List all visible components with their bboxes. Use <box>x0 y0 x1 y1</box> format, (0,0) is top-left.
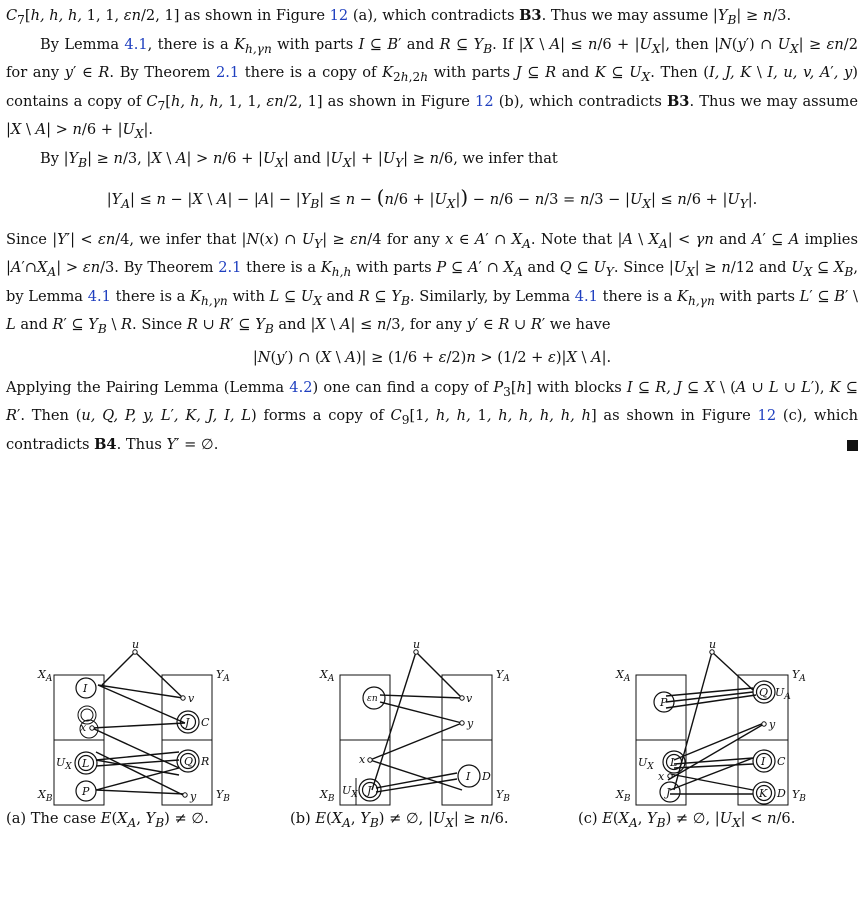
block-P-label: P <box>660 696 668 709</box>
set-XA-label: $X_A$ <box>38 668 53 684</box>
figure-c-diagram <box>608 640 818 820</box>
vertex-y-label: y <box>769 718 776 731</box>
set-UY-label: $U_A$ <box>775 686 791 702</box>
caption-c: (c) $E(X_A$, $Y_B$) ≠ ∅, $|U_X| < n/6$. <box>578 810 796 830</box>
block-D-label: D <box>482 770 491 783</box>
vertex-u-label: u <box>413 638 421 651</box>
block-en-label: εn <box>367 694 378 704</box>
figure-ref[interactable]: 12 <box>329 7 349 24</box>
theorem-ref[interactable]: 2.1 <box>218 259 242 277</box>
bottom-margin <box>0 868 864 897</box>
paragraph-4: Since |Y′| < εn/4, we infer that |N(x) ∩ $U_Y| \ge \varepsilon n/4$ for any x ∈ A′ ∩ $X_A$. Note that |A \ $X_A| < \gamma n$ and A′ ⊆ A implies $|A'\cap X_A| > \varepsilon n/3$. By Theorem 2.1 there is a $K_{h,h}$ with parts P ⊆ A′ ∩ $X_A$ and Q ⊆ $U_Y$. Since $|U_X| \ge n/12$ and $U_X$ ⊆ $X_B$, by Lemma 4.1 there is a $K_{h,\gamma n}$ with L ⊆ $U_X$ and R ⊆ $Y_B$. Similarly, by Lemma 4.1 there is a $K_{h,\gamma n}$ with parts L′ ⊆ B′ \ L and R′ ⊆ $Y_B$ \ R. Since R ∪ R′ ⊆ $Y_B$ and |X \ A| ≤ n/3, for any y′ ∈ R ∪ R′ we have <box>6 230 858 337</box>
block-K-label: K <box>759 787 768 800</box>
vertex-u-label: u <box>132 638 140 651</box>
display-equation-1: $|Y_A| \le n - |X$ \ $A| - |A| - |Y_B| \le n - (n/6 + |U_X|) - n/6 - n/3 = n/3 - |U_X| \le n/6 + |U_Y|$. <box>106 185 758 211</box>
block-Q-label: Q <box>184 755 194 768</box>
block-D-label: D <box>777 787 786 800</box>
vertex-y-label: y <box>467 717 474 730</box>
lemma-ref[interactable]: 4.1 <box>574 287 598 305</box>
paragraph-1: $C_7[h$, h, h, 1, 1, εn/2, 1] as shown in Figure 12 (a), which contradicts B3. Thus we may assume $|Y_B| \ge n/3$. <box>6 7 792 27</box>
set-UX-label: $U_X$ <box>56 756 72 772</box>
figure-ref[interactable]: 12 <box>475 92 494 110</box>
vertex-v-label: v <box>188 692 195 705</box>
block-L-label: L <box>82 757 90 770</box>
figure-a <box>34 640 234 824</box>
vertex-y-label: y <box>190 790 197 803</box>
theorem-ref[interactable]: 2.1 <box>215 64 240 81</box>
set-YA-label: $Y_A$ <box>216 668 230 684</box>
vertex-x-label: x <box>359 753 366 766</box>
block-R-label: R <box>201 755 210 768</box>
lemma-ref[interactable]: 4.2 <box>289 378 313 396</box>
block-I-label: I <box>761 755 766 768</box>
set-YA-label: $Y_A$ <box>792 668 806 684</box>
figure-a-diagram <box>34 640 234 820</box>
caption-b: (b) $E(X_A$, $Y_B$) ≠ ∅, $|U_X| \ge n/6$. <box>290 810 509 830</box>
figure-c <box>608 640 818 824</box>
block-C-label: C <box>777 755 786 768</box>
block-J-label: J <box>185 716 190 729</box>
block-J-label: J <box>666 786 671 799</box>
figure-ref[interactable]: 12 <box>757 407 777 425</box>
page-body <box>6 4 858 457</box>
block-I-label: I <box>466 770 471 783</box>
figure-b <box>312 640 512 824</box>
set-YB-label: $Y_B$ <box>496 788 510 804</box>
paragraph-2: By Lemma 4.1, there is a $K_{h,\gamma n}$ with parts I ⊆ B′ and R ⊆ $Y_B$. If |X \ $A| \le n/6 + |U_X|$, then |N(y′) ∩ $U_X| \ge \varepsilon n/2$ for any y′ ∈ R. By Theorem 2.1 there is a copy of $K_{2h,2h}$ with parts J ⊆ R and K ⊆ $U_X$. Then (I, J, K \ I, u, v, A′, y) contains a copy of $C_7[h$, h, h, 1, 1, εn/2, 1] as shown in Figure 12 (b), which contradicts B3. Thus we may assume |X \ $A| > n/6 + |U_X|$. <box>6 35 858 141</box>
set-XA-label: $X_A$ <box>616 668 631 684</box>
set-YB-label: $Y_B$ <box>792 788 806 804</box>
paragraph-5: Applying the Pairing Lemma (Lemma 4.2) one can find a copy of $P_3[h]$ with blocks I ⊆ R, J ⊆ X \ (A ∪ L ∪ L′), K ⊆ R′. Then (u, Q, P, y, L′, K, J, I, L) forms a copy of $C_9[1$, h, h, 1, h, h, h, h, h] as shown in Figure 12 (c), which contradicts B4. Thus Y′ = ∅. <box>6 378 859 453</box>
set-XB-label: $X_B$ <box>320 788 335 804</box>
block-I-label: I <box>83 682 88 695</box>
block-C-label: C <box>201 716 210 729</box>
block-P-label: P <box>82 785 90 798</box>
block-J-label: J <box>367 784 372 797</box>
paragraph-3: By $|Y_B| \ge n/3$, |X \ $A| > n/6 + |U_X|$ and $|U_X| + |U_Y| \ge n/6$, we infer that <box>40 149 558 170</box>
figure-b-diagram <box>312 640 512 820</box>
vertex-u-label: u <box>709 638 717 651</box>
caption-a: (a) The case $E(X_A$, $Y_B$) ≠ ∅. <box>6 810 209 830</box>
qed-mark <box>847 440 858 451</box>
display-equation-2: |N(y′) ∩ (X \ A)| ≥ (1/6 + ε/2)n > (1/2 + ε)|X \ A|. <box>252 348 612 366</box>
figure-12 <box>0 640 864 830</box>
vertex-v-label: v <box>466 692 473 705</box>
vertex-x-label: x <box>658 770 665 783</box>
set-XB-label: $X_B$ <box>38 788 53 804</box>
set-YB-label: $Y_B$ <box>216 788 230 804</box>
set-YA-label: $Y_A$ <box>496 668 510 684</box>
vertex-x-label: x <box>80 721 87 734</box>
set-XB-label: $X_B$ <box>616 788 631 804</box>
set-XA-label: $X_A$ <box>320 668 335 684</box>
block-Q-label: Q <box>759 686 769 699</box>
set-UX-label: $U_X$ <box>638 756 654 772</box>
lemma-ref[interactable]: 4.1 <box>124 35 148 53</box>
set-UX-label: $U_X$ <box>342 784 358 800</box>
lemma-ref[interactable]: 4.1 <box>87 287 111 305</box>
block-L-label: L <box>670 756 678 769</box>
